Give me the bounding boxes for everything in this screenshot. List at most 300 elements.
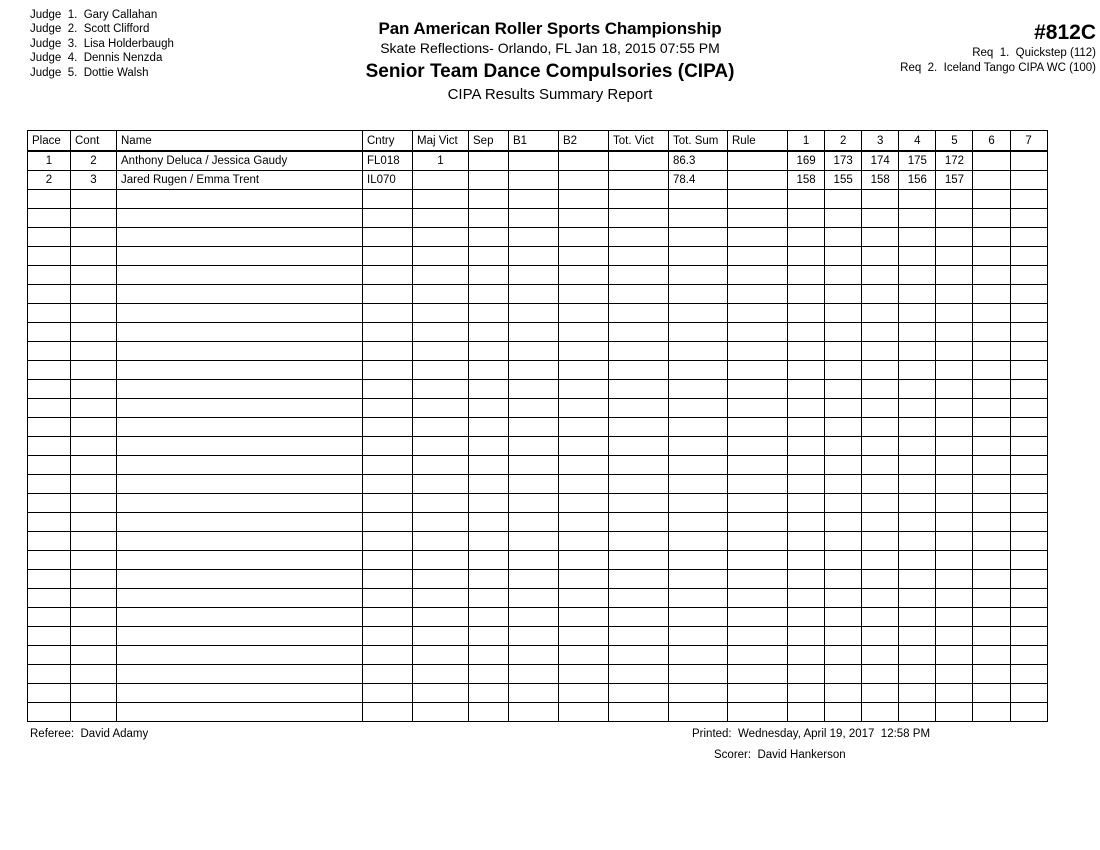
cell-empty: [71, 190, 117, 209]
col-header-cont: Cont: [71, 131, 117, 152]
cell-empty: [1010, 475, 1047, 494]
cell-empty: [936, 475, 973, 494]
cell-empty: [862, 513, 899, 532]
judge-number: 5.: [67, 66, 78, 79]
cell-empty: [899, 494, 936, 513]
cell-empty: [71, 684, 117, 703]
cell-empty: [788, 323, 825, 342]
cell-empty: [862, 684, 899, 703]
table-row-empty[interactable]: [28, 608, 1048, 627]
judge-entry: [30, 37, 174, 51]
cell-empty: [469, 361, 509, 380]
cell-empty: [899, 247, 936, 266]
cell-empty: [788, 589, 825, 608]
event-meta-panel: [856, 20, 1096, 75]
cell-judge-score-4: 156: [899, 171, 936, 190]
table-row-empty[interactable]: [28, 380, 1048, 399]
cell-b2: [559, 151, 609, 171]
cell-empty: [469, 228, 509, 247]
cell-empty: [788, 570, 825, 589]
cell-empty: [862, 589, 899, 608]
cell-empty: [1010, 456, 1047, 475]
cell-empty: [973, 532, 1010, 551]
cell-empty: [609, 247, 669, 266]
cell-empty: [825, 589, 862, 608]
cell-empty: [862, 342, 899, 361]
cell-empty: [609, 437, 669, 456]
table-row-empty[interactable]: [28, 190, 1048, 209]
cell-empty: [559, 228, 609, 247]
cell-empty: [413, 285, 469, 304]
event-category-title: Senior Team Dance Compulsories (CIPA): [365, 61, 735, 82]
cell-empty: [899, 589, 936, 608]
cell-empty: [1010, 684, 1047, 703]
cell-judge-score-5: 172: [936, 151, 973, 171]
col-header-b2: B2: [559, 131, 609, 152]
cell-empty: [788, 266, 825, 285]
cell-empty: [1010, 304, 1047, 323]
cell-empty: [469, 304, 509, 323]
cell-empty: [509, 418, 559, 437]
cell-empty: [788, 551, 825, 570]
table-row-empty[interactable]: [28, 570, 1048, 589]
cell-empty: [559, 437, 609, 456]
cell-empty: [973, 703, 1010, 722]
col-header-name: Name: [117, 131, 363, 152]
cell-empty: [899, 703, 936, 722]
cell-empty: [899, 285, 936, 304]
cell-empty: [936, 456, 973, 475]
cell-empty: [559, 703, 609, 722]
cell-empty: [28, 646, 71, 665]
table-row-empty[interactable]: [28, 399, 1048, 418]
cell-empty: [28, 608, 71, 627]
cell-empty: [669, 627, 728, 646]
cell-cntry: FL018: [363, 151, 413, 171]
cell-empty: [559, 646, 609, 665]
results-header-row: [28, 131, 1048, 152]
cell-empty: [71, 228, 117, 247]
cell-empty: [973, 323, 1010, 342]
cell-empty: [899, 627, 936, 646]
cell-empty: [728, 703, 788, 722]
cell-empty: [469, 475, 509, 494]
cell-empty: [71, 209, 117, 228]
table-row-empty[interactable]: [28, 323, 1048, 342]
cell-empty: [509, 665, 559, 684]
printed-line: Printed: Wednesday, April 19, 2017 12:58 PM: [692, 728, 931, 740]
cell-empty: [669, 570, 728, 589]
cell-empty: [862, 570, 899, 589]
cell-empty: [825, 228, 862, 247]
cell-empty: [899, 190, 936, 209]
col-header-maj-vict: Maj Vict: [413, 131, 469, 152]
cell-empty: [469, 209, 509, 228]
cell-empty: [788, 475, 825, 494]
cell-empty: [1010, 247, 1047, 266]
cell-empty: [973, 418, 1010, 437]
cell-empty: [899, 228, 936, 247]
cell-empty: [509, 551, 559, 570]
judge-number: 3.: [67, 37, 78, 50]
cell-empty: [413, 380, 469, 399]
cell-empty: [71, 285, 117, 304]
cell-empty: [71, 266, 117, 285]
cell-empty: [936, 209, 973, 228]
cell-empty: [669, 247, 728, 266]
cell-empty: [363, 570, 413, 589]
col-header-sep: Sep: [469, 131, 509, 152]
cell-empty: [788, 247, 825, 266]
cell-empty: [559, 190, 609, 209]
cell-empty: [117, 266, 363, 285]
cell-empty: [1010, 380, 1047, 399]
cell-empty: [862, 266, 899, 285]
cell-empty: [509, 209, 559, 228]
cell-empty: [71, 551, 117, 570]
cell-empty: [1010, 494, 1047, 513]
cell-empty: [825, 190, 862, 209]
table-row-empty[interactable]: [28, 684, 1048, 703]
table-row[interactable]: [28, 171, 1048, 190]
cell-empty: [28, 570, 71, 589]
cell-empty: [363, 361, 413, 380]
table-row-empty[interactable]: [28, 228, 1048, 247]
cell-empty: [862, 399, 899, 418]
cell-empty: [559, 627, 609, 646]
table-row-empty[interactable]: [28, 627, 1048, 646]
cell-empty: [825, 475, 862, 494]
cell-empty: [669, 266, 728, 285]
cell-empty: [728, 399, 788, 418]
cell-empty: [825, 418, 862, 437]
cell-empty: [609, 323, 669, 342]
cell-empty: [609, 304, 669, 323]
cell-empty: [936, 646, 973, 665]
cell-empty: [413, 475, 469, 494]
cell-empty: [559, 684, 609, 703]
cell-empty: [609, 627, 669, 646]
cell-empty: [509, 285, 559, 304]
cell-empty: [509, 228, 559, 247]
cell-empty: [71, 665, 117, 684]
cell-empty: [609, 456, 669, 475]
cell-empty: [413, 304, 469, 323]
cell-empty: [1010, 646, 1047, 665]
cell-place: 2: [28, 171, 71, 190]
cell-empty: [1010, 608, 1047, 627]
cell-empty: [973, 684, 1010, 703]
cell-empty: [825, 437, 862, 456]
table-row[interactable]: [28, 151, 1048, 171]
cell-empty: [862, 361, 899, 380]
cell-empty: [363, 608, 413, 627]
col-header-cntry: Cntry: [363, 131, 413, 152]
cell-empty: [71, 589, 117, 608]
cell-empty: [469, 399, 509, 418]
cell-empty: [669, 190, 728, 209]
cell-empty: [509, 323, 559, 342]
cell-empty: [728, 494, 788, 513]
cell-judge-score-6: [973, 151, 1010, 171]
cell-empty: [28, 285, 71, 304]
cell-empty: [936, 551, 973, 570]
cell-empty: [899, 665, 936, 684]
cell-empty: [559, 285, 609, 304]
cell-empty: [973, 266, 1010, 285]
cell-empty: [788, 532, 825, 551]
cell-empty: [669, 418, 728, 437]
cell-empty: [609, 228, 669, 247]
table-row-empty[interactable]: [28, 361, 1048, 380]
cell-empty: [936, 190, 973, 209]
cell-empty: [559, 665, 609, 684]
col-header-b1: B1: [509, 131, 559, 152]
cell-empty: [788, 361, 825, 380]
cell-empty: [117, 247, 363, 266]
event-number: #812C: [1034, 21, 1096, 44]
cell-empty: [413, 494, 469, 513]
cell-empty: [469, 380, 509, 399]
cell-empty: [825, 266, 862, 285]
cell-empty: [899, 209, 936, 228]
cell-empty: [413, 665, 469, 684]
cell-empty: [71, 247, 117, 266]
cell-empty: [899, 418, 936, 437]
table-row-empty[interactable]: [28, 266, 1048, 285]
cell-empty: [788, 665, 825, 684]
table-row-empty[interactable]: [28, 209, 1048, 228]
cell-empty: [117, 551, 363, 570]
cell-empty: [788, 684, 825, 703]
cell-empty: [825, 551, 862, 570]
cell-empty: [28, 589, 71, 608]
cell-empty: [609, 285, 669, 304]
cell-empty: [559, 418, 609, 437]
cell-empty: [973, 494, 1010, 513]
cell-empty: [509, 342, 559, 361]
cell-empty: [788, 608, 825, 627]
cell-empty: [936, 665, 973, 684]
judges-panel: [30, 8, 174, 80]
cell-empty: [1010, 190, 1047, 209]
cell-empty: [609, 418, 669, 437]
cell-empty: [609, 190, 669, 209]
judge-entry: [30, 22, 174, 36]
table-row-empty[interactable]: [28, 551, 1048, 570]
cell-tot-vict: [609, 151, 669, 171]
cell-empty: [936, 703, 973, 722]
cell-empty: [71, 342, 117, 361]
table-row-empty[interactable]: [28, 513, 1048, 532]
cell-empty: [1010, 228, 1047, 247]
cell-empty: [117, 456, 363, 475]
cell-empty: [1010, 266, 1047, 285]
cell-empty: [609, 513, 669, 532]
table-row-empty[interactable]: [28, 304, 1048, 323]
col-header-judge-4: 4: [899, 131, 936, 152]
cell-empty: [825, 627, 862, 646]
cell-empty: [862, 247, 899, 266]
table-row-empty[interactable]: [28, 342, 1048, 361]
cell-name: Jared Rugen / Emma Trent: [117, 171, 363, 190]
cell-empty: [28, 323, 71, 342]
cell-empty: [117, 646, 363, 665]
cell-empty: [413, 228, 469, 247]
cell-empty: [28, 665, 71, 684]
cell-empty: [899, 380, 936, 399]
judge-name: Gary Callahan: [83, 9, 158, 21]
cell-empty: [609, 494, 669, 513]
table-row-empty[interactable]: [28, 475, 1048, 494]
cell-empty: [71, 380, 117, 399]
cell-empty: [1010, 532, 1047, 551]
cell-empty: [788, 646, 825, 665]
cell-empty: [973, 437, 1010, 456]
cell-empty: [1010, 513, 1047, 532]
cell-empty: [117, 703, 363, 722]
cell-empty: [509, 361, 559, 380]
table-row-empty[interactable]: [28, 703, 1048, 722]
cell-empty: [669, 494, 728, 513]
cell-empty: [559, 475, 609, 494]
cell-empty: [825, 456, 862, 475]
cell-empty: [862, 456, 899, 475]
table-row-empty[interactable]: [28, 285, 1048, 304]
col-header-judge-1: 1: [788, 131, 825, 152]
requirements-list: [856, 46, 1096, 75]
cell-empty: [559, 399, 609, 418]
cell-empty: [669, 551, 728, 570]
cell-empty: [71, 646, 117, 665]
cell-empty: [669, 684, 728, 703]
cell-empty: [825, 494, 862, 513]
cell-empty: [936, 570, 973, 589]
cell-empty: [862, 418, 899, 437]
cell-empty: [117, 285, 363, 304]
cell-judge-score-1: 158: [788, 171, 825, 190]
cell-empty: [973, 475, 1010, 494]
cell-empty: [728, 247, 788, 266]
cell-empty: [117, 684, 363, 703]
cell-empty: [936, 266, 973, 285]
cell-empty: [669, 342, 728, 361]
cell-empty: [728, 323, 788, 342]
cell-empty: [728, 551, 788, 570]
table-row-empty[interactable]: [28, 589, 1048, 608]
table-row-empty[interactable]: [28, 665, 1048, 684]
cell-empty: [728, 380, 788, 399]
cell-empty: [609, 608, 669, 627]
table-row-empty[interactable]: [28, 532, 1048, 551]
cell-empty: [117, 494, 363, 513]
cell-empty: [669, 285, 728, 304]
cell-empty: [728, 665, 788, 684]
cell-empty: [28, 437, 71, 456]
cell-empty: [1010, 665, 1047, 684]
cell-empty: [728, 646, 788, 665]
cell-empty: [28, 361, 71, 380]
cell-empty: [559, 608, 609, 627]
cell-empty: [559, 247, 609, 266]
table-row-empty[interactable]: [28, 494, 1048, 513]
col-header-tot-sum: Tot. Sum: [669, 131, 728, 152]
cell-empty: [936, 304, 973, 323]
cell-empty: [788, 703, 825, 722]
cell-empty: [899, 399, 936, 418]
cell-empty: [669, 456, 728, 475]
cell-empty: [936, 589, 973, 608]
table-row-empty[interactable]: [28, 437, 1048, 456]
cell-empty: [609, 342, 669, 361]
cell-empty: [825, 209, 862, 228]
cell-empty: [363, 399, 413, 418]
cell-empty: [788, 627, 825, 646]
cell-empty: [71, 475, 117, 494]
judge-label: Judge: [30, 52, 62, 65]
cell-empty: [936, 399, 973, 418]
table-row-empty[interactable]: [28, 646, 1048, 665]
cell-empty: [1010, 551, 1047, 570]
cell-empty: [973, 608, 1010, 627]
cell-empty: [28, 532, 71, 551]
cell-empty: [728, 437, 788, 456]
cell-empty: [509, 494, 559, 513]
judge-entry: [30, 8, 174, 22]
cell-empty: [936, 285, 973, 304]
cell-empty: [973, 285, 1010, 304]
cell-empty: [728, 342, 788, 361]
cell-empty: [469, 608, 509, 627]
table-row-empty[interactable]: [28, 456, 1048, 475]
cell-empty: [1010, 209, 1047, 228]
cell-empty: [669, 475, 728, 494]
cell-empty: [788, 342, 825, 361]
cell-empty: [1010, 342, 1047, 361]
cell-empty: [899, 513, 936, 532]
cell-empty: [669, 304, 728, 323]
cell-empty: [413, 342, 469, 361]
cell-empty: [825, 513, 862, 532]
table-row-empty[interactable]: [28, 418, 1048, 437]
cell-empty: [413, 627, 469, 646]
cell-empty: [899, 475, 936, 494]
cell-empty: [363, 684, 413, 703]
cell-empty: [788, 456, 825, 475]
cell-empty: [413, 608, 469, 627]
referee-line: Referee: David Adamy: [30, 728, 149, 740]
cell-empty: [973, 228, 1010, 247]
cell-empty: [973, 361, 1010, 380]
cell-empty: [862, 665, 899, 684]
cell-judge-score-3: 158: [862, 171, 899, 190]
cell-empty: [509, 266, 559, 285]
cell-rule: [728, 151, 788, 171]
cell-empty: [899, 323, 936, 342]
col-header-judge-6: 6: [973, 131, 1010, 152]
table-row-empty[interactable]: [28, 247, 1048, 266]
cell-empty: [609, 703, 669, 722]
cell-sep: [469, 171, 509, 190]
cell-empty: [936, 361, 973, 380]
cell-empty: [728, 627, 788, 646]
cell-empty: [559, 209, 609, 228]
cell-judge-score-5: 157: [936, 171, 973, 190]
cell-empty: [413, 247, 469, 266]
cell-empty: [862, 627, 899, 646]
cell-empty: [559, 323, 609, 342]
cell-empty: [363, 304, 413, 323]
